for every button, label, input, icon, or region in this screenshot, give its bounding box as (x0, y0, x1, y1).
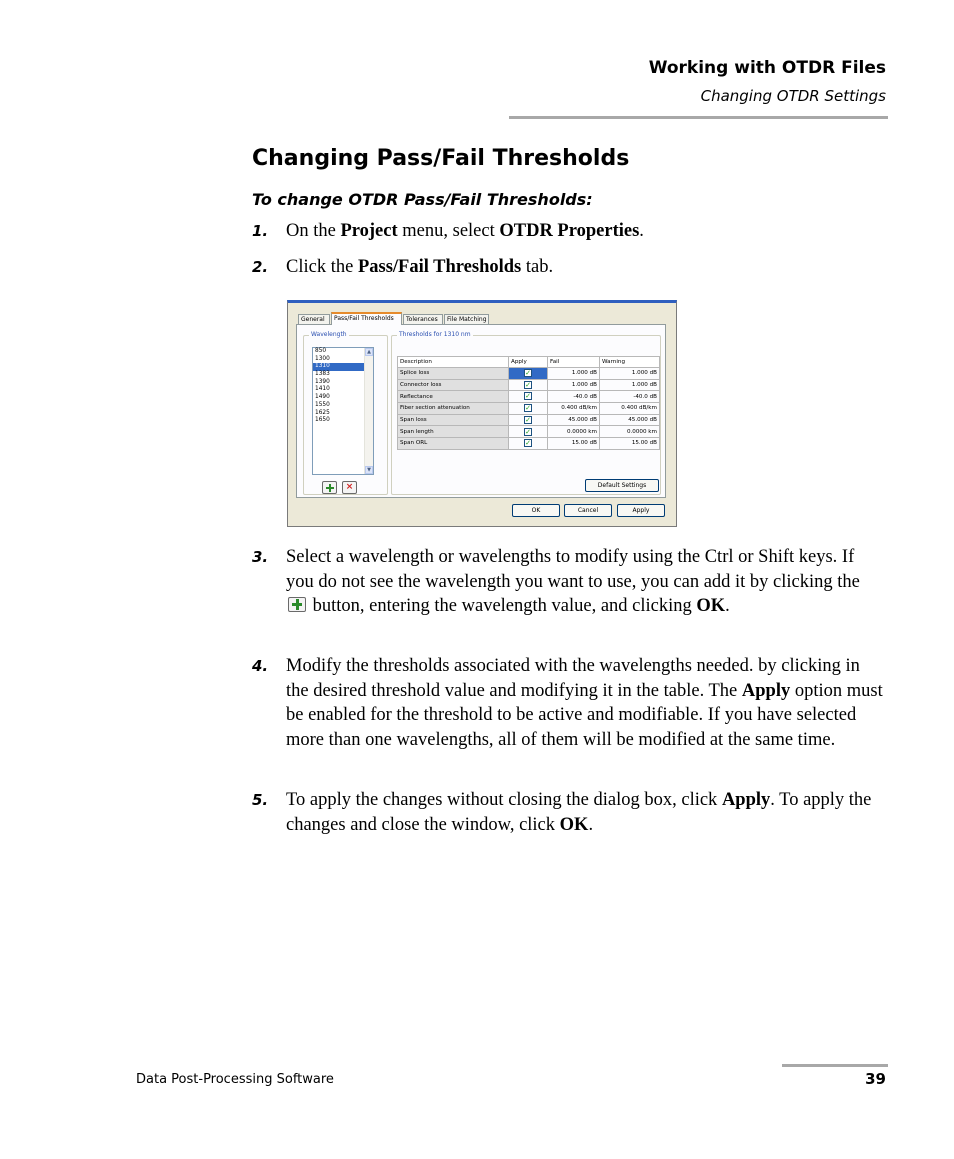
table-header-row (398, 357, 660, 368)
text-run: tab. (521, 257, 554, 277)
threshold-description: Span length (398, 426, 509, 438)
fail-value[interactable]: -40.0 dB (548, 391, 600, 403)
page-number: 39 (865, 1070, 886, 1088)
warning-value[interactable]: 0.0000 km (600, 426, 660, 438)
cancel-button[interactable]: Cancel (564, 504, 612, 517)
text-run: . (588, 814, 594, 835)
column-header-description: Description (398, 357, 509, 368)
ui-term: OK (696, 596, 726, 616)
step-number: 5. (252, 791, 269, 809)
step-text (286, 219, 886, 244)
otdr-properties-dialog (287, 300, 677, 527)
warning-value[interactable]: 1.000 dB (600, 379, 660, 391)
section-title: Changing Pass/Fail Thresholds (252, 146, 630, 171)
list-item[interactable]: 1550 (315, 401, 330, 408)
fail-value[interactable]: 1.000 dB (548, 368, 600, 380)
text-run: button, entering the wavelength value, and clicking (308, 596, 697, 616)
step-text (286, 654, 886, 752)
fail-value[interactable]: 45.000 dB (548, 414, 600, 426)
apply-cell (509, 379, 548, 391)
scrollbar[interactable] (364, 348, 373, 474)
table-row (398, 438, 660, 450)
fail-value[interactable]: 1.000 dB (548, 379, 600, 391)
ui-term: OTDR Properties (499, 221, 640, 241)
column-header-fail: Fail (548, 357, 600, 368)
thresholds-table (397, 356, 660, 450)
apply-checkbox[interactable]: ✓ (525, 404, 531, 413)
fail-value[interactable]: 0.400 dB/km (548, 403, 600, 415)
apply-checkbox[interactable]: ✓ (525, 380, 531, 389)
text-run: Select a wavelength or wavelengths to modify using the Ctrl or Shift keys. If you do not see the wavelength you want to use, you can add it by clicking the (286, 547, 860, 592)
ui-term: OK (559, 814, 589, 835)
section-subtitle: Changing OTDR Settings (700, 87, 886, 105)
tab-panel (296, 324, 666, 498)
default-settings-button[interactable]: Default Settings (585, 479, 659, 492)
list-item[interactable]: 1490 (315, 394, 330, 401)
footer-product: Data Post-Processing Software (136, 1072, 334, 1087)
add-wavelength-button[interactable] (322, 481, 337, 494)
footer-rule (782, 1064, 888, 1067)
step-number: 3. (252, 548, 269, 566)
wavelength-group-label: Wavelength (311, 331, 347, 338)
add-wavelength-icon (288, 597, 306, 612)
table-row (398, 379, 660, 391)
text-run: Click the (286, 257, 358, 277)
tab-file-matching[interactable]: File Matching (444, 314, 489, 324)
apply-checkbox[interactable]: ✓ (525, 439, 531, 448)
apply-checkbox[interactable]: ✓ (525, 392, 531, 401)
text-run: . To apply the changes and close the window, click (286, 790, 872, 835)
list-item[interactable]: 1625 (315, 409, 330, 416)
delete-wavelength-button[interactable]: × (342, 481, 357, 494)
column-header-apply: Apply (509, 357, 548, 368)
table-row (398, 368, 660, 380)
threshold-description: Span loss (398, 414, 509, 426)
table-row (398, 403, 660, 415)
tab-pass-fail-thresholds[interactable]: Pass/Fail Thresholds (331, 312, 402, 325)
ui-term: Apply (721, 790, 771, 810)
tab-tolerances[interactable]: Tolerances (403, 314, 443, 324)
warning-value[interactable]: 1.000 dB (600, 368, 660, 380)
apply-cell (509, 368, 548, 380)
list-item[interactable]: 1390 (315, 378, 330, 385)
chapter-title: Working with OTDR Files (648, 58, 886, 78)
column-header-warning: Warning (600, 357, 660, 368)
scroll-down-icon[interactable]: ▼ (365, 466, 373, 474)
list-item[interactable]: 1410 (315, 386, 330, 393)
wavelength-list[interactable] (312, 347, 374, 475)
apply-cell (509, 391, 548, 403)
apply-cell (509, 414, 548, 426)
warning-value[interactable]: 45.000 dB (600, 414, 660, 426)
threshold-description: Reflectance (398, 391, 509, 403)
apply-cell (509, 403, 548, 415)
step-number: 2. (252, 258, 269, 276)
threshold-description: Fiber section attenuation (398, 403, 509, 415)
procedure-title: To change OTDR Pass/Fail Thresholds: (252, 190, 593, 209)
text-run: To apply the changes without closing the dialog box, click (286, 790, 722, 810)
ui-term: Project (340, 221, 398, 241)
ui-term: Apply (741, 680, 791, 701)
text-run: menu, select (397, 221, 500, 241)
apply-cell (509, 426, 548, 438)
thresholds-group-label: Thresholds for 1310 nm (399, 331, 471, 338)
step-text (286, 255, 886, 280)
list-item[interactable]: 1300 (315, 355, 330, 362)
wavelength-group (303, 331, 388, 495)
apply-checkbox[interactable]: ✓ (525, 427, 531, 436)
text-run: On the (286, 221, 341, 241)
table-row (398, 391, 660, 403)
thresholds-group (391, 331, 661, 495)
ok-button[interactable]: OK (512, 504, 560, 517)
text-run: . (639, 221, 644, 241)
warning-value[interactable]: -40.0 dB (600, 391, 660, 403)
fail-value[interactable]: 0.0000 km (548, 426, 600, 438)
apply-checkbox[interactable]: ✓ (525, 415, 531, 424)
text-run: option must be enabled for the threshold to be active and modifiable. If you have selected more than one wavelengths, all of them will be modified at the same time. (286, 680, 883, 750)
apply-button[interactable]: Apply (617, 504, 665, 517)
list-item[interactable]: 850 (315, 348, 327, 354)
apply-checkbox[interactable]: ✓ (525, 369, 531, 378)
list-item[interactable]: 1310 (313, 363, 364, 371)
text-run: Modify the thresholds associated with the wavelengths needed. by clicking in the desired threshold value and modifying it in the table. The (286, 656, 860, 701)
step-text (286, 545, 886, 619)
fail-value[interactable]: 15.00 dB (548, 438, 600, 450)
table-row (398, 414, 660, 426)
table-row (398, 426, 660, 438)
list-item[interactable]: 1650 (315, 417, 330, 424)
warning-value[interactable]: 0.400 dB/km (600, 403, 660, 415)
step-number: 1. (252, 222, 269, 240)
threshold-description: Splice loss (398, 368, 509, 380)
apply-cell (509, 438, 548, 450)
step-number: 4. (252, 657, 269, 675)
threshold-description: Span ORL (398, 438, 509, 450)
header-rule (509, 116, 888, 119)
tab-general[interactable]: General (298, 314, 330, 324)
threshold-description: Connector loss (398, 379, 509, 391)
text-run: . (725, 596, 730, 616)
scroll-up-icon[interactable]: ▲ (365, 348, 373, 356)
list-item[interactable]: 1383 (315, 371, 330, 378)
ui-term: Pass/Fail Thresholds (357, 257, 522, 277)
warning-value[interactable]: 15.00 dB (600, 438, 660, 450)
step-text (286, 788, 886, 837)
